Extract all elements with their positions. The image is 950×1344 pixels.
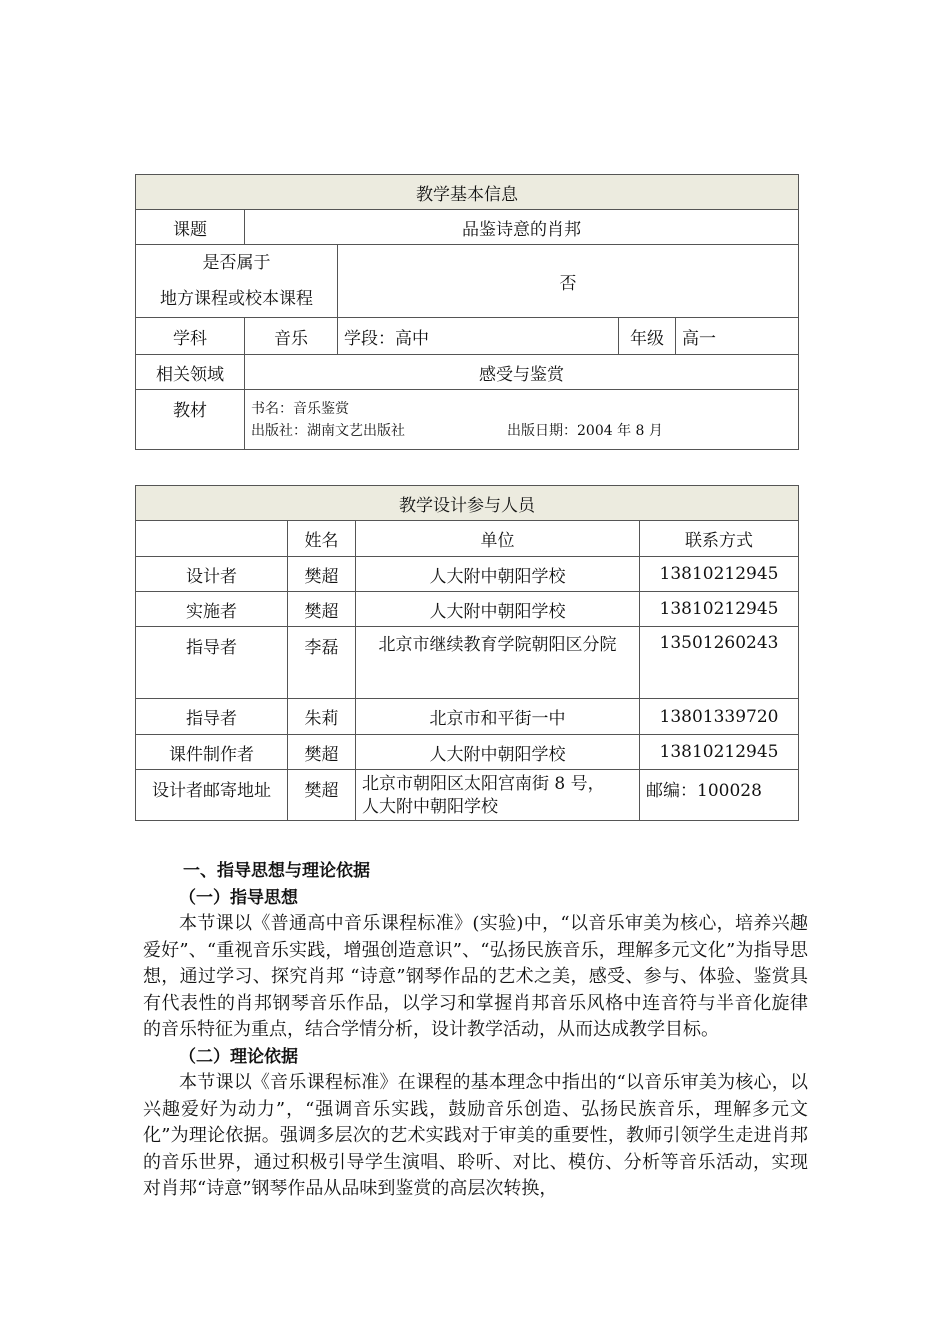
row-unit: 北京市和平街一中 — [356, 699, 640, 735]
row-name: 樊超 — [288, 557, 356, 592]
subsection-heading-1-text: （一）指导思想 — [179, 887, 298, 908]
subsection-heading-2 — [143, 1044, 808, 1071]
teaching-info-table — [135, 174, 799, 450]
textbook-details — [245, 390, 799, 450]
table-row — [136, 735, 799, 770]
publisher-line — [251, 420, 792, 442]
document-body — [143, 858, 808, 1203]
participants-table — [135, 485, 799, 821]
row-unit: 人大附中朝阳学校 — [356, 735, 640, 770]
row-unit: 人大附中朝阳学校 — [356, 592, 640, 627]
row-role: 设计者 — [136, 557, 288, 592]
row-contact: 13810212945 — [640, 592, 799, 627]
local-course-label-line1: 是否属于 — [202, 253, 271, 273]
table-row — [136, 592, 799, 627]
textbook-label: 教材 — [136, 390, 245, 450]
section-heading: 一、指导思想与理论依据 — [183, 861, 370, 881]
topic-value: 品鉴诗意的肖邦 — [245, 210, 799, 245]
row-name: 朱莉 — [288, 699, 356, 735]
table-row — [136, 770, 799, 821]
field-value: 感受与鉴赏 — [245, 355, 799, 390]
row-contact: 邮编：100028 — [640, 770, 799, 821]
mailing-address-line2: 人大附中朝阳学校 — [362, 797, 498, 817]
row-name: 樊超 — [288, 735, 356, 770]
subsection-heading-2-text: （二）理论依据 — [179, 1046, 298, 1067]
row-name: 李磊 — [288, 627, 356, 699]
publish-date: 出版日期：2004 年 8 月 — [507, 422, 663, 439]
row-unit: 人大附中朝阳学校 — [356, 557, 640, 592]
header-role — [136, 521, 288, 557]
mailing-address-line1: 北京市朝阳区太阳宫南街 8 号， — [362, 774, 605, 794]
row-role: 指导者 — [136, 699, 288, 735]
publisher: 出版社：湖南文艺出版社 — [251, 422, 405, 439]
grade-value: 高一 — [676, 318, 799, 355]
subject-label: 学科 — [136, 318, 245, 355]
row-role: 指导者 — [136, 627, 288, 699]
row-role: 课件制作者 — [136, 735, 288, 770]
table-row — [136, 557, 799, 592]
row-name: 樊超 — [288, 592, 356, 627]
row-name: 樊超 — [288, 770, 356, 821]
row-role: 实施者 — [136, 592, 288, 627]
topic-label: 课题 — [136, 210, 245, 245]
table-row — [136, 699, 799, 735]
grade-label: 年级 — [619, 318, 676, 355]
header-name: 姓名 — [288, 521, 356, 557]
row-role: 设计者邮寄地址 — [136, 770, 288, 821]
participants-header-row — [136, 521, 799, 557]
row-contact: 13810212945 — [640, 735, 799, 770]
info-table-title: 教学基本信息 — [136, 175, 799, 210]
row-contact: 13801339720 — [640, 699, 799, 735]
header-unit: 单位 — [356, 521, 640, 557]
paragraph-theory-basis: 本节课以《音乐课程标准》在课程的基本理念中指出的“以音乐审美为核心，以兴趣爱好为动力”，“强调音乐实践，鼓励音乐创造、弘扬民族音乐，理解多元文化”为理论依据。强调多层次的艺术实践对于审美的重要性，教师引领学生走进肖邦的音乐世界，通过积极引导学生演唱、聆听、对比、模仿、分析等音乐活动，实现对肖邦“诗意”钢琴作品从品味到鉴赏的高层次转换， — [143, 1072, 808, 1199]
table-row — [136, 627, 799, 699]
subject-value: 音乐 — [245, 318, 338, 355]
participants-table-title: 教学设计参与人员 — [136, 486, 799, 521]
book-name: 书名：音乐鉴赏 — [251, 400, 349, 417]
header-contact: 联系方式 — [640, 521, 799, 557]
row-unit: 北京市继续教育学院朝阳区分院 — [356, 627, 640, 699]
subsection-heading-1 — [143, 885, 808, 912]
paragraph-guiding-thought: 本节课以《普通高中音乐课程标准》(实验)中，“以音乐审美为核心，培养兴趣爱好”、“重视音乐实践，增强创造意识”、“弘扬民族音乐，理解多元文化”为指导思想，通过学习、探究肖邦 “诗意”钢琴作品的艺术之美，感受、参与、体验、鉴赏具有代表性的肖邦钢琴音乐作品，以学习和掌握肖邦音乐风格中连音符与半音化旋律的音乐特征为重点，结合学情分析，设计教学活动，从而达成教学目标。 — [143, 913, 808, 1040]
local-course-value: 否 — [338, 245, 799, 318]
mailing-address — [356, 770, 640, 821]
local-course-label — [136, 245, 338, 318]
stage-value: 学段：高中 — [338, 318, 619, 355]
field-label: 相关领域 — [136, 355, 245, 390]
row-contact: 13501260243 — [640, 627, 799, 699]
row-contact: 13810212945 — [640, 557, 799, 592]
local-course-label-line2: 地方课程或校本课程 — [160, 289, 313, 309]
